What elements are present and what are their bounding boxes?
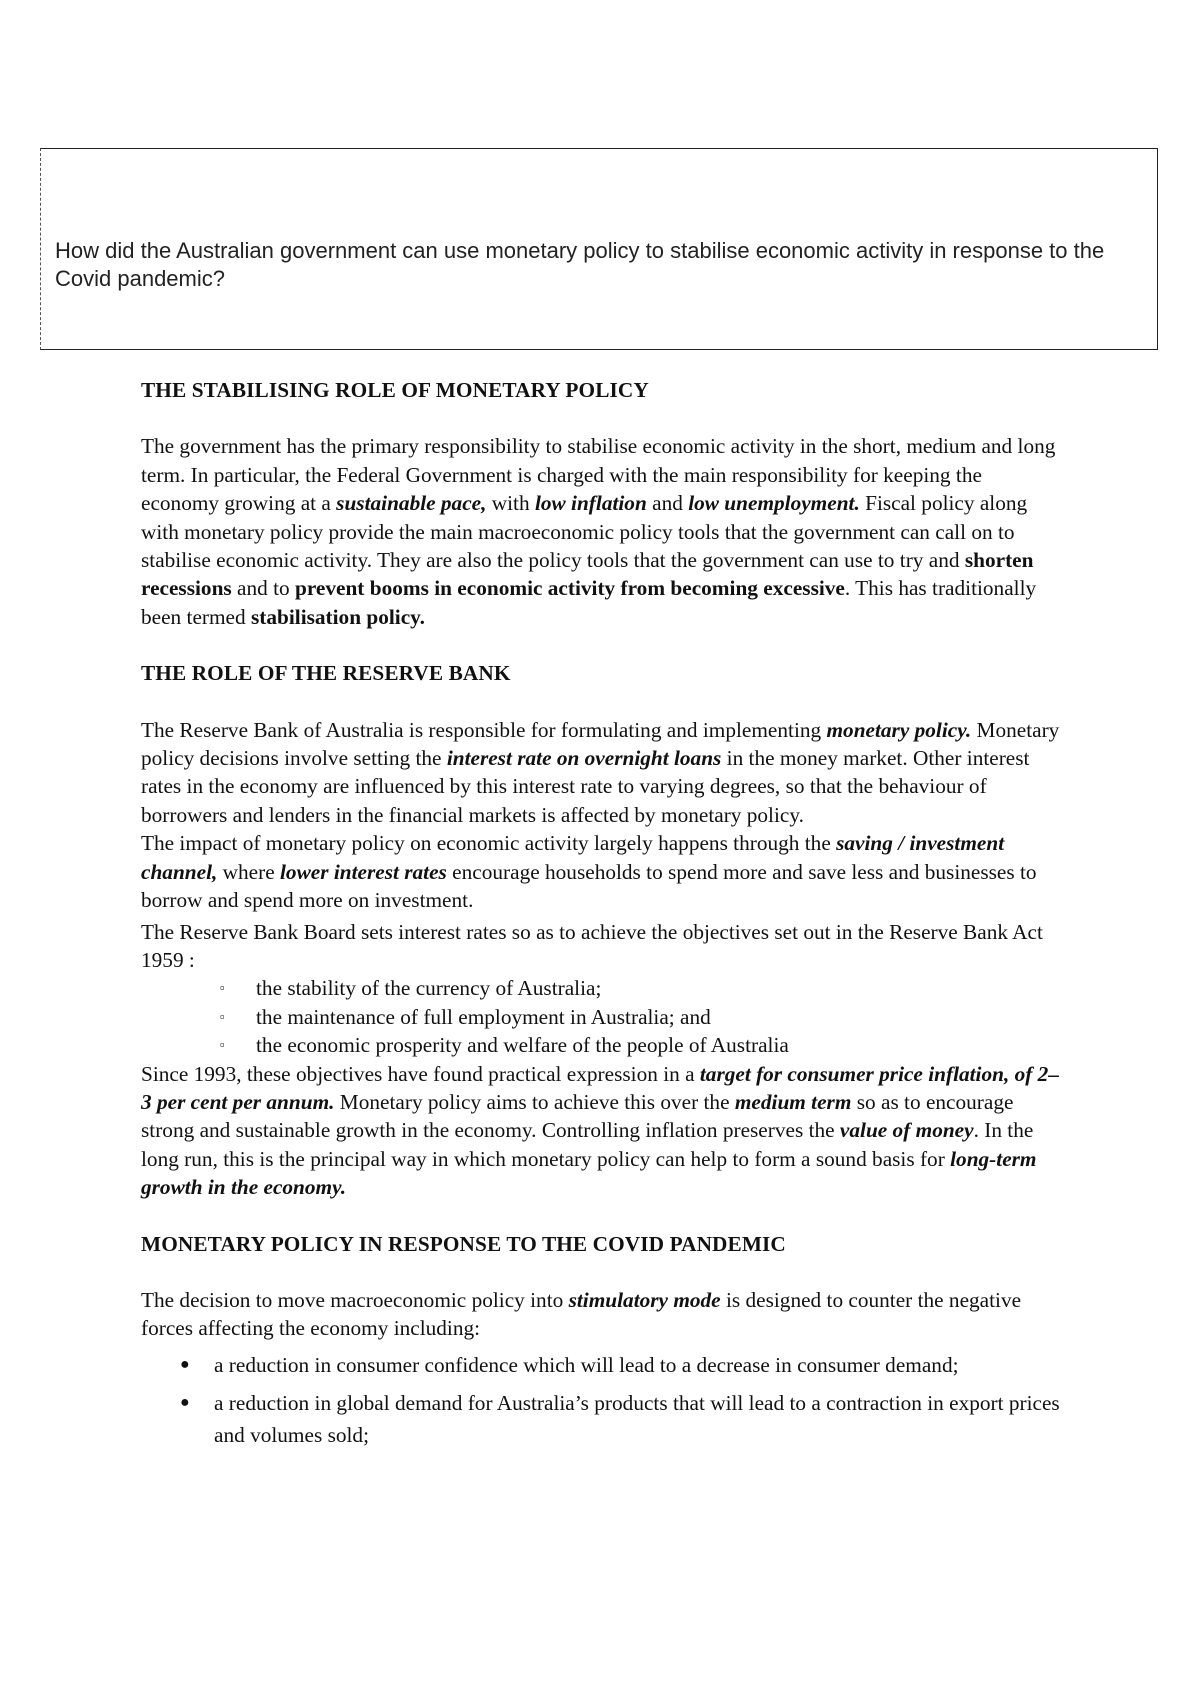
list-item	[141, 1387, 1061, 1451]
section-heading-reserve-bank: THE ROLE OF THE RESERVE BANK	[141, 661, 511, 686]
text-run: where	[217, 859, 281, 884]
section-heading-stabilising-role: THE STABILISING ROLE OF MONETARY POLICY	[141, 378, 649, 402]
list-item-text: the economic prosperity and welfare of the people of Australia	[256, 1033, 789, 1058]
emphasis-lower-interest-rates: lower interest rates	[280, 859, 447, 884]
list-item-text: the stability of the currency of Australia;	[256, 976, 602, 1001]
section-heading-covid-response: MONETARY POLICY IN RESPONSE TO THE COVID PANDEMIC	[141, 1231, 786, 1256]
text-run: Monetary policy decisions involve setting the	[141, 717, 1060, 771]
emphasis-low-inflation: low inflation	[534, 491, 647, 516]
paragraph-board-objectives: The Reserve Bank Board sets interest rates so as to achieve the objectives set out in the Reserve Bank Act 1959 :	[141, 919, 1043, 972]
bullet-icon: ▫	[220, 1008, 225, 1024]
question-box	[40, 148, 1158, 350]
bold-stabilisation-policy: stabilisation policy.	[250, 604, 425, 629]
text-run: The impact of monetary policy on economic activity largely happens through the	[141, 831, 837, 856]
paragraph-inflation-target	[141, 1060, 1061, 1202]
paragraph-rba-role	[141, 716, 1061, 830]
paragraph-stabilisation	[141, 432, 1061, 631]
list-item-text: a reduction in global demand for Australia’s products that will lead to a contraction in export prices and volumes sold;	[214, 1390, 1060, 1447]
text-run: in the money market. Other interest rates in the economy are influenced by this interest rate to varying degrees, so that the behaviour of borrowers and lenders in the financial markets is affected by monetary policy.	[141, 746, 1030, 827]
emphasis-long-term-growth: long-term growth in the economy.	[141, 1146, 1037, 1200]
list-item	[141, 1031, 1061, 1059]
text-run: . In the long run, this is the principal way in which monetary policy can help to form a sound basis for	[141, 1118, 1034, 1171]
list-item-text: the maintenance of full employment in Australia; and	[256, 1004, 711, 1029]
emphasis-saving-investment-channel: saving / investment channel,	[141, 831, 1005, 884]
emphasis-sustainable-pace: sustainable pace,	[336, 491, 487, 516]
text-run: The decision to move macroeconomic policy into	[141, 1287, 569, 1312]
emphasis-low-unemployment: low unemployment.	[688, 491, 860, 516]
text-run: with	[486, 491, 535, 516]
document-body	[141, 376, 1061, 1451]
bold-shorten-recessions: shorten recessions	[141, 548, 1034, 601]
text-run: encourage households to spend more and save less and businesses to borrow and spend more on investment.	[141, 859, 1037, 913]
text-run: . This has traditionally been termed	[141, 576, 1037, 629]
objectives-list	[141, 974, 1061, 1059]
list-item	[141, 974, 1061, 1002]
text-run: The Reserve Bank of Australia is responsible for formulating and implementing	[141, 717, 827, 742]
text-run: Fiscal policy along with monetary policy provide the main macroeconomic policy tools that the government can call on to stabilise economic activity. They are also the policy tools that the government can use to try and	[141, 491, 1028, 573]
negative-forces-list	[141, 1349, 1061, 1451]
text-run: so as to encourage strong and sustainable growth in the economy. Controlling inflation preserves the	[141, 1089, 1014, 1143]
bullet-icon: ▫	[220, 1037, 225, 1053]
list-item	[141, 1349, 1061, 1381]
bullet-icon: ▫	[220, 980, 225, 996]
text-run: is designed to counter the negative forces affecting the economy including:	[141, 1287, 1022, 1341]
question-text: How did the Australian government can use monetary policy to stabilise economic activity in response to the Covid pandemic?	[55, 238, 1105, 291]
bullet-icon: ●	[180, 1355, 190, 1373]
list-item	[141, 1003, 1061, 1031]
text-run: Monetary policy aims to achieve this over the	[334, 1089, 735, 1114]
emphasis-value-of-money: value of money	[839, 1118, 974, 1143]
paragraph-saving-investment	[141, 829, 1061, 914]
emphasis-stimulatory-mode: stimulatory mode	[568, 1287, 721, 1312]
emphasis-medium-term: medium term	[734, 1089, 852, 1114]
bold-prevent-booms: prevent booms in economic activity from becoming excessive	[295, 576, 845, 601]
paragraph-stimulatory-mode	[141, 1286, 1061, 1343]
emphasis-overnight-loans: interest rate on overnight loans	[446, 746, 722, 771]
text-run: and	[646, 491, 689, 516]
bullet-icon: ●	[180, 1393, 190, 1411]
text-run: and to	[231, 576, 295, 601]
text-run: The government has the primary responsibility to stabilise economic activity in the short, medium and long term. In particular, the Federal Government is charged with the main responsibility for keeping the economy growing at a	[141, 434, 1056, 516]
emphasis-monetary-policy: monetary policy.	[826, 717, 972, 742]
list-item-text: a reduction in consumer confidence which will lead to a decrease in consumer demand;	[214, 1352, 959, 1377]
text-run: Since 1993, these objectives have found practical expression in a	[141, 1061, 700, 1086]
emphasis-inflation-target: target for consumer price inflation, of 2–3 per cent per annum.	[141, 1061, 1059, 1114]
